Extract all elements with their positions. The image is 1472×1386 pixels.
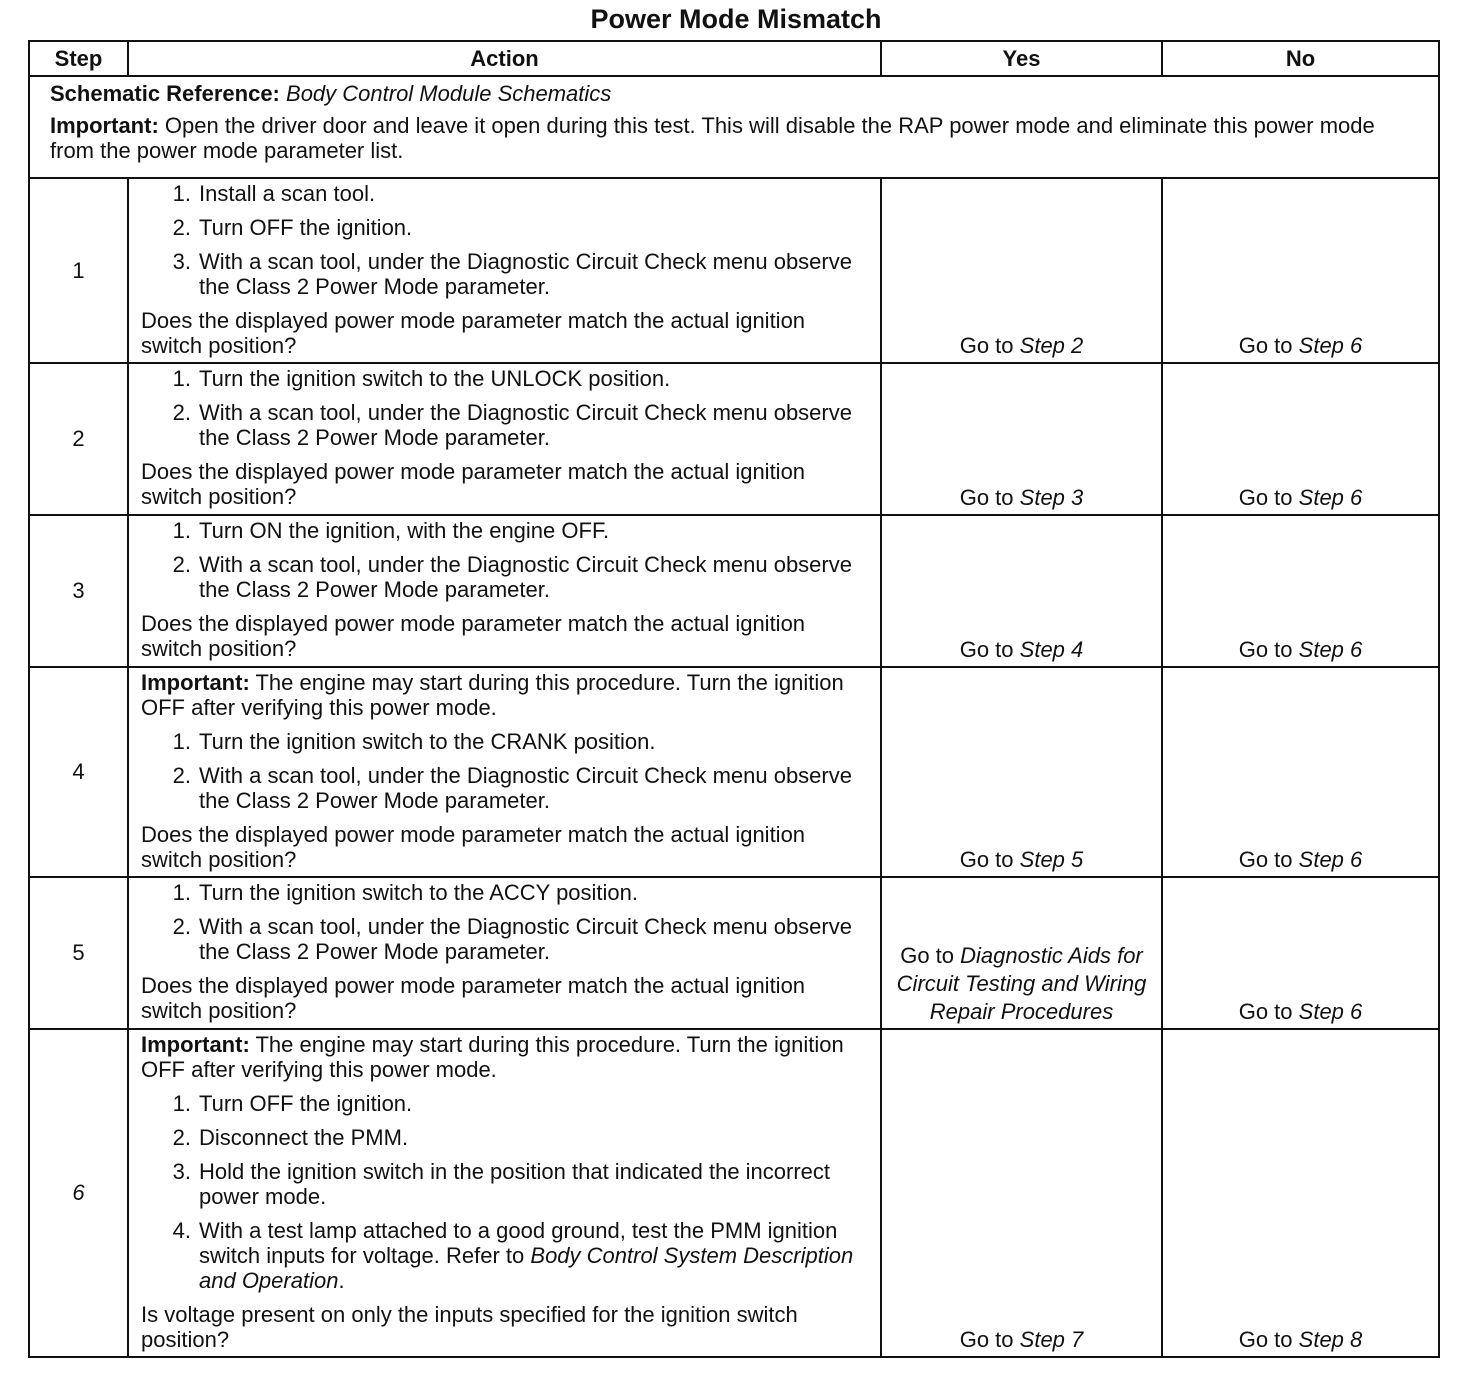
- step-row: [29, 877, 1439, 1029]
- question: Is voltage present on only the inputs specified for the ignition switch position?: [141, 1302, 798, 1352]
- list-item: 2. Disconnect the PMM.: [172, 1125, 409, 1150]
- action-list: [141, 518, 872, 602]
- yes-cell: Go to Step 7: [881, 1029, 1162, 1357]
- action-cell: [128, 515, 881, 667]
- action-list: [141, 1091, 872, 1293]
- yes-link[interactable]: Step 2: [1019, 333, 1084, 358]
- list-item: 1. Turn the ignition switch to the ACCY position.: [172, 880, 639, 905]
- action-cell: [128, 1029, 881, 1357]
- no-cell: Go to Step 8: [1162, 1029, 1439, 1357]
- list-item: 1. Install a scan tool.: [172, 181, 376, 206]
- step-row: [29, 515, 1439, 667]
- no-cell: Go to Step 6: [1162, 667, 1439, 877]
- list-item: 3. With a scan tool, under the Diagnostic Circuit Check menu observe the Class 2 Power Mode parameter.: [172, 249, 852, 299]
- question: Does the displayed power mode parameter match the actual ignition switch position?: [141, 611, 806, 661]
- important-label: Important:: [50, 113, 159, 138]
- action-list: [141, 366, 872, 450]
- no-link[interactable]: Step 6: [1298, 637, 1363, 662]
- step-row: [29, 178, 1439, 363]
- action-list: [141, 880, 872, 964]
- important-note: Important: The engine may start during this procedure. Turn the ignition OFF after verifying this power mode.: [141, 670, 844, 720]
- step-row: [29, 667, 1439, 877]
- step-row: [29, 363, 1439, 515]
- header-yes: Yes: [881, 41, 1162, 76]
- list-item: 2. With a scan tool, under the Diagnostic Circuit Check menu observe the Class 2 Power Mode parameter.: [172, 914, 852, 964]
- list-item: 1. Turn the ignition switch to the CRANK position.: [172, 729, 656, 754]
- step-row: [29, 1029, 1439, 1357]
- yes-cell: Go to Step 4: [881, 515, 1162, 667]
- action-cell: [128, 363, 881, 515]
- reference-row: [29, 76, 1439, 178]
- important-label: Important:: [141, 670, 250, 695]
- step-number: 5: [29, 877, 128, 1029]
- list-item: 1. Turn the ignition switch to the UNLOCK position.: [172, 366, 671, 391]
- question: Does the displayed power mode parameter match the actual ignition switch position?: [141, 973, 806, 1023]
- yes-link[interactable]: Step 3: [1019, 485, 1084, 510]
- no-link[interactable]: Step 6: [1298, 999, 1363, 1024]
- list-item: 2. With a scan tool, under the Diagnostic Circuit Check menu observe the Class 2 Power Mode parameter.: [172, 552, 852, 602]
- header-no: No: [1162, 41, 1439, 76]
- no-link[interactable]: Step 8: [1298, 1327, 1363, 1352]
- question: Does the displayed power mode parameter match the actual ignition switch position?: [141, 308, 806, 358]
- header-row: [29, 41, 1439, 76]
- important-label: Important:: [141, 1032, 250, 1057]
- list-item: 4. With a test lamp attached to a good ground, test the PMM ignition switch inputs for voltage. Refer to Body Control System Description and Operation.: [172, 1218, 854, 1293]
- step-number: 2: [29, 363, 128, 515]
- schematic-reference: [50, 81, 1424, 106]
- important-text: Open the driver door and leave it open during this test. This will disable the RAP power mode and eliminate this power mode from the power mode parameter list.: [50, 113, 1375, 163]
- yes-link[interactable]: Diagnostic Aids for Circuit Testing and Wiring Repair Procedures: [896, 943, 1147, 1024]
- no-cell: Go to Step 6: [1162, 363, 1439, 515]
- header-step: Step: [29, 41, 128, 76]
- step-number: 4: [29, 667, 128, 877]
- header-action: Action: [128, 41, 881, 76]
- step-number: 1: [29, 178, 128, 363]
- action-cell: [128, 877, 881, 1029]
- no-cell: Go to Step 6: [1162, 178, 1439, 363]
- document-title: Power Mode Mismatch: [590, 4, 882, 34]
- list-item: 1. Turn OFF the ignition.: [172, 1091, 413, 1116]
- schematic-label: Schematic Reference:: [50, 81, 280, 106]
- reference-cell: [29, 76, 1439, 178]
- step-number: 3: [29, 515, 128, 667]
- action-list: [141, 181, 872, 299]
- no-cell: Go to Step 6: [1162, 877, 1439, 1029]
- yes-cell: Go to Step 5: [881, 667, 1162, 877]
- action-cell: [128, 667, 881, 877]
- action-cell: [128, 178, 881, 363]
- important-note: Important: The engine may start during this procedure. Turn the ignition OFF after verifying this power mode.: [141, 1032, 844, 1082]
- yes-cell: Go to Step 2: [881, 178, 1162, 363]
- no-link[interactable]: Step 6: [1298, 847, 1363, 872]
- diagnostic-table: [28, 40, 1440, 1358]
- no-link[interactable]: Step 6: [1298, 485, 1363, 510]
- yes-cell: Go to Step 3: [881, 363, 1162, 515]
- yes-cell: Go to Diagnostic Aids for Circuit Testing and Wiring Repair Procedures: [881, 877, 1162, 1029]
- question: Does the displayed power mode parameter match the actual ignition switch position?: [141, 459, 806, 509]
- list-item: 1. Turn ON the ignition, with the engine OFF.: [172, 518, 610, 543]
- step-number: 6: [29, 1029, 128, 1357]
- list-item: 2. With a scan tool, under the Diagnostic Circuit Check menu observe the Class 2 Power Mode parameter.: [172, 400, 852, 450]
- body-control-link[interactable]: Body Control System Description and Operation: [199, 1243, 854, 1293]
- yes-link[interactable]: Step 4: [1019, 637, 1084, 662]
- question: Does the displayed power mode parameter match the actual ignition switch position?: [141, 822, 806, 872]
- list-item: 3. Hold the ignition switch in the position that indicated the incorrect power mode.: [172, 1159, 831, 1209]
- yes-link[interactable]: Step 5: [1019, 847, 1084, 872]
- list-item: 2. With a scan tool, under the Diagnostic Circuit Check menu observe the Class 2 Power Mode parameter.: [172, 763, 852, 813]
- list-item: 2. Turn OFF the ignition.: [172, 215, 413, 240]
- yes-link[interactable]: Step 7: [1019, 1327, 1084, 1352]
- action-list: [141, 729, 872, 813]
- no-link[interactable]: Step 6: [1298, 333, 1363, 358]
- important-note: [50, 113, 1424, 163]
- no-cell: Go to Step 6: [1162, 515, 1439, 667]
- schematic-link[interactable]: Body Control Module Schematics: [286, 81, 612, 106]
